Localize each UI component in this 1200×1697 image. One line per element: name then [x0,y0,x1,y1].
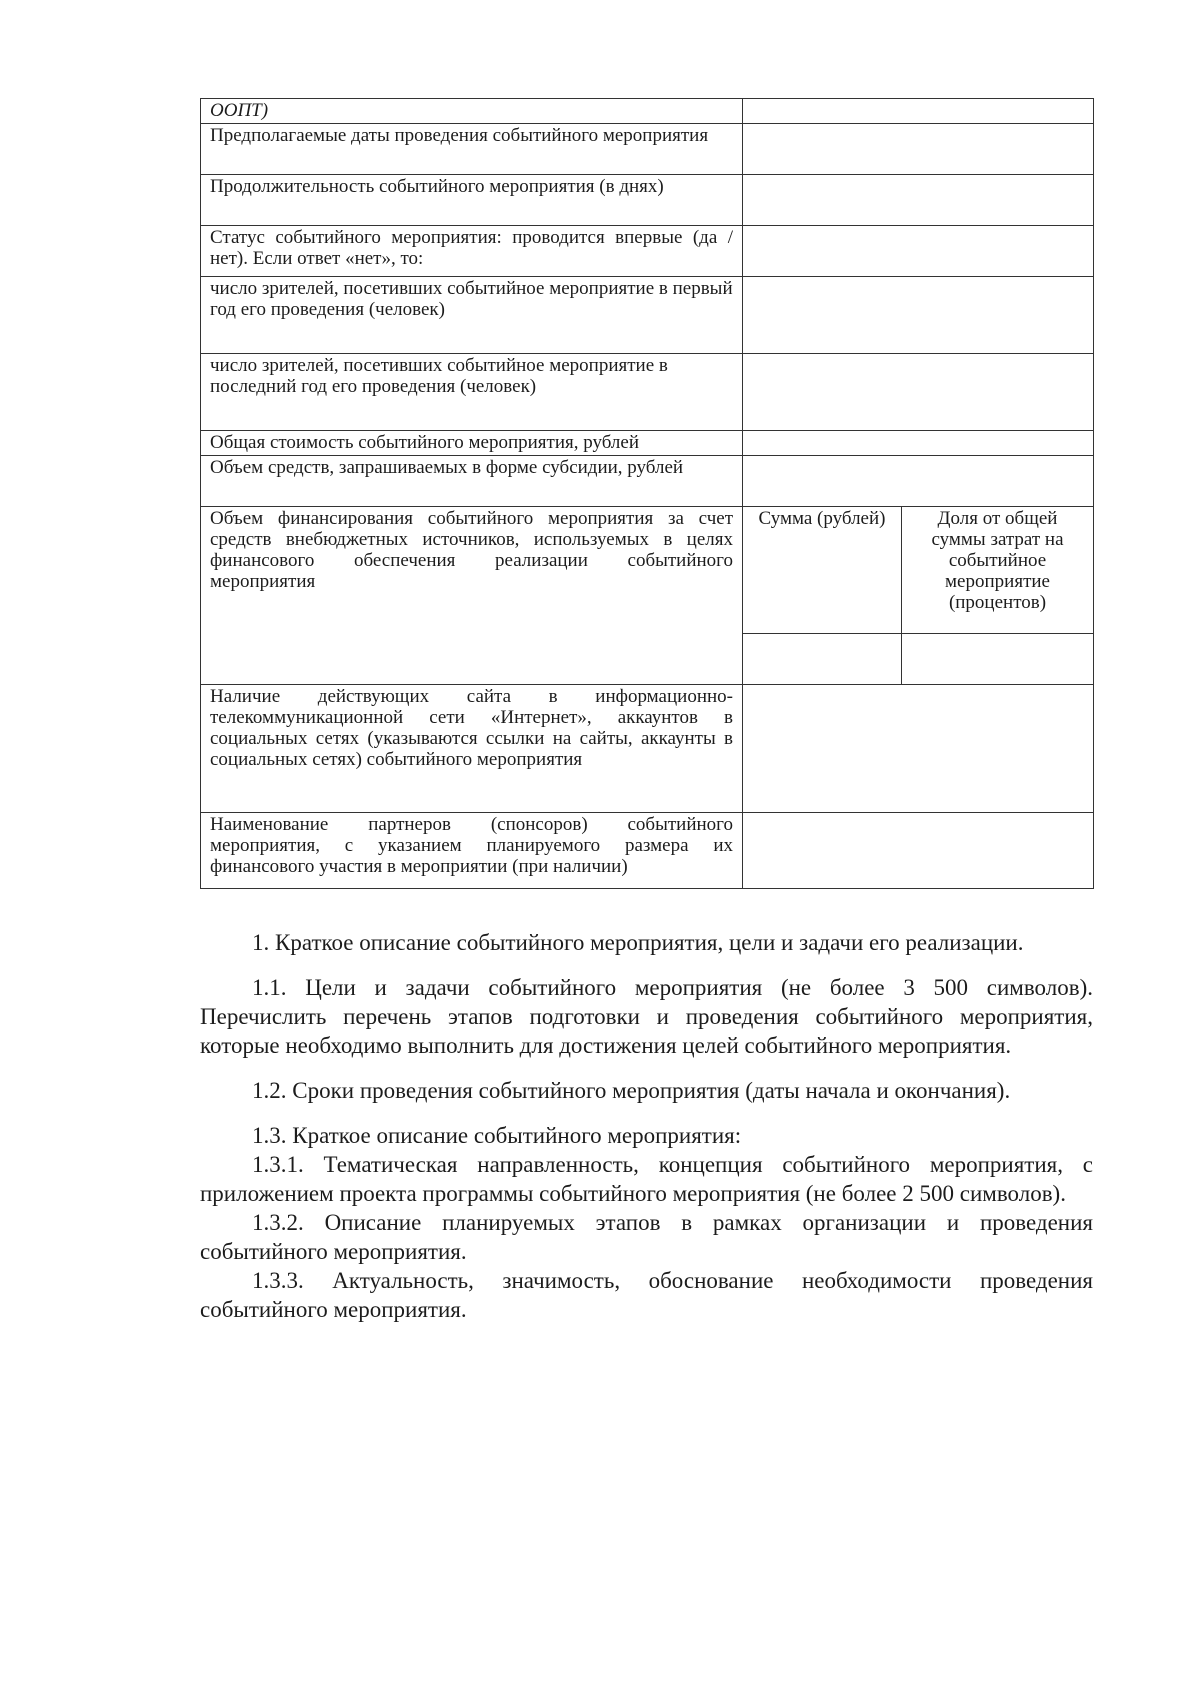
total-cost-label: Общая стоимость событийного мероприятия, рублей [201,431,743,456]
value-cell [743,354,1094,431]
financing-label: Объем финансирования событийного мероприятия за счет средств внебюджетных источников, используемых в целях финансового обеспечения реализации событийного мероприятия [201,507,743,685]
sum-value-cell [743,634,902,685]
table-row [201,507,1094,634]
website-label: Наличие действующих сайта в информационно-телекоммуникационной сети «Интернет», аккаунтов в социальных сетях (указываются ссылки на сайты, аккаунты в социальных сетях) событийного мероприятия [201,685,743,813]
share-column-header: Доля от общей суммы затрат на событийное мероприятие (процентов) [902,507,1094,634]
table-row [201,99,1094,124]
table-row [201,277,1094,354]
value-cell [743,175,1094,226]
paragraph-1: 1. Краткое описание событийного мероприятия, цели и задачи его реализации. [252,930,1024,955]
oopt-label: ООПТ) [201,99,743,124]
table-row [201,456,1094,507]
table-row [201,354,1094,431]
paragraph-1-3-3: 1.3.3. Актуальность, значимость, обоснование необходимости проведения событийного мероприятия. [200,1268,1093,1322]
table-row [201,685,1094,813]
last-year-spectators-label: число зрителей, посетивших событийное мероприятие в последний год его проведения (человек) [201,354,743,431]
table-row [201,813,1094,889]
value-cell [743,813,1094,889]
value-cell [743,226,1094,277]
paragraph-1-3-2: 1.3.2. Описание планируемых этапов в рамках организации и проведения событийного мероприятия. [200,1210,1093,1264]
sum-column-header: Сумма (рублей) [743,507,902,634]
value-cell [743,685,1094,813]
paragraph-1-2: 1.2. Сроки проведения событийного мероприятия (даты начала и окончания). [252,1078,1011,1103]
paragraph-1-3-1: 1.3.1. Тематическая направленность, концепция событийного мероприятия, с приложением проекта программы событийного мероприятия (не более 2 500 символов). [200,1152,1093,1206]
subsidy-label: Объем средств, запрашиваемых в форме субсидии, рублей [201,456,743,507]
duration-label: Продолжительность событийного мероприятия (в днях) [201,175,743,226]
value-cell [743,124,1094,175]
description-section [200,928,1093,1324]
form-table [200,98,1094,889]
value-cell [743,456,1094,507]
table-row [201,124,1094,175]
partners-label: Наименование партнеров (спонсоров) событийного мероприятия, с указанием планируемого размера их финансового участия в мероприятии (при наличии) [201,813,743,889]
value-cell [743,277,1094,354]
paragraph-1-1: 1.1. Цели и задачи событийного мероприятия (не более 3 500 символов). Перечислить перечень этапов подготовки и проведения событийного мероприятия, которые необходимо выполнить для достижения целей событийного мероприятия. [200,975,1093,1058]
table-row [201,226,1094,277]
table-row [201,431,1094,456]
value-cell [743,99,1094,124]
share-value-cell [902,634,1094,685]
paragraph-1-3: 1.3. Краткое описание событийного мероприятия: [252,1123,742,1148]
application-form-table [200,98,1093,889]
first-year-spectators-label: число зрителей, посетивших событийное мероприятие в первый год его проведения (человек) [201,277,743,354]
dates-label: Предполагаемые даты проведения событийного мероприятия [201,124,743,175]
table-row [201,175,1094,226]
value-cell [743,431,1094,456]
status-label: Статус событийного мероприятия: проводится впервые (да / нет). Если ответ «нет», то: [201,226,743,277]
